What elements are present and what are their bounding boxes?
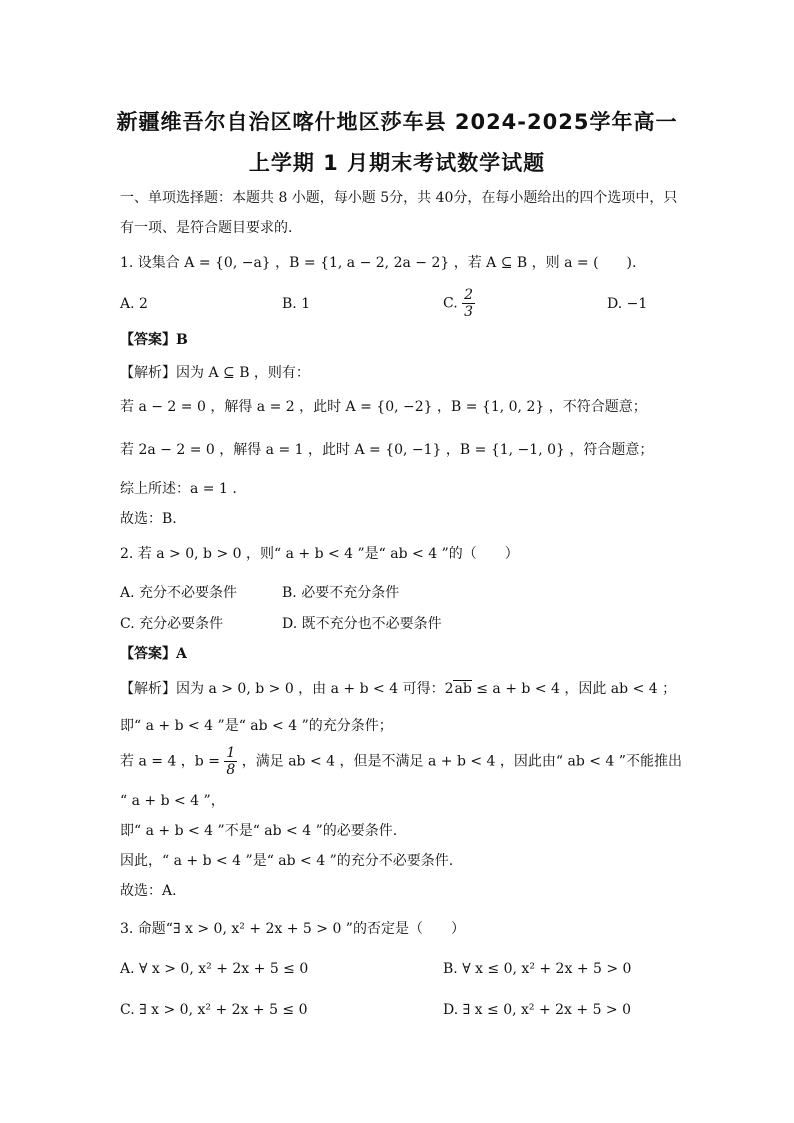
q1-option-c-numerator: 2: [464, 287, 474, 303]
q2-analysis-line2: 即“ a + b < 4 ”是“ ab < 4 ”的充分条件；: [120, 718, 393, 734]
q2-stem: 2. 若 a > 0, b > 0 ，则“ a + b < 4 ”是“ ab < 4 ”的（ ）: [120, 546, 519, 562]
q2-analysis-line4: “ a + b < 4 ”，: [120, 793, 225, 809]
q2-analysis-line1: [120, 680, 676, 698]
q1-analysis-line2: 若 a − 2 = 0 ，解得 a = 2 ，此时 A = {0, −2} ，B = {1, 0, 2} ，不符合题意；: [120, 399, 647, 415]
fraction-denominator: 8: [226, 762, 236, 778]
q3-option-a: A. ∀ x > 0, x² + 2x + 5 ≤ 0: [120, 961, 309, 977]
q2-analysis-line5: 即“ a + b < 4 ”不是“ ab < 4 ”的必要条件.: [120, 823, 398, 839]
q3-option-d: D. ∃ x ≤ 0, x² + 2x + 5 > 0: [443, 1002, 632, 1018]
q3-option-c: C. ∃ x > 0, x² + 2x + 5 ≤ 0: [120, 1002, 308, 1018]
q1-analysis-line3: 若 2a − 2 = 0 ，解得 a = 1 ，此时 A = {0, −1} ，B = {1, −1, 0} ，符合题意；: [120, 442, 654, 458]
q2-analysis-line3-part-a: 若 a = 4 ，b =: [120, 753, 220, 770]
q2-analysis-line1-part-a: 【解析】因为 a > 0, b > 0 ，由 a + b < 4 可得：2: [120, 681, 454, 697]
q1-analysis-line4: 综上所述：a = 1 .: [120, 481, 237, 497]
q3-option-b: B. ∀ x ≤ 0, x² + 2x + 5 > 0: [443, 961, 632, 977]
q3-stem: 3. 命题“∃ x > 0, x² + 2x + 5 > 0 ”的否定是（ ）: [120, 921, 465, 937]
q1-option-b: B. 1: [282, 296, 311, 312]
q2-analysis-line3-part-b: ，满足 ab < 4 ，但是不满足 a + b < 4 ，因此由“ ab < 4 ”不能推出: [241, 753, 682, 770]
q1-option-c-fraction: [462, 287, 475, 320]
q1-option-d: D. −1: [607, 296, 648, 312]
sqrt-ab: ab: [454, 681, 472, 697]
q2-analysis-line7: 故选：A.: [120, 883, 177, 899]
section-header: 一、单项选择题：本题共 8 小题，每小题 5分，共 40分，在每小题给出的四个选项中，只有一项、是符合题目要求的.: [120, 190, 678, 236]
q2-option-c: C. 充分必要条件: [120, 616, 224, 632]
q1-analysis-line5: 故选：B.: [120, 511, 177, 527]
q2-analysis-line6: 因此，“ a + b < 4 ”是“ ab < 4 ”的充分不必要条件.: [120, 853, 454, 869]
q2-option-d: D. 既不充分也不必要条件: [282, 616, 442, 632]
exam-title-line1: 新疆维吾尔自治区喀什地区莎车县 2024-2025学年高一: [116, 110, 678, 134]
q1-option-a: A. 2: [120, 296, 148, 312]
q2-analysis-line3: [120, 745, 682, 778]
q1-stem: 1. 设集合 A = {0, −a} ，B = {1, a − 2, 2a − 2} ，若 A ⊆ B ，则 a = ( ).: [120, 255, 637, 271]
q1-option-c-denominator: 3: [464, 304, 474, 320]
q2-option-a: A. 充分不必要条件: [120, 585, 238, 601]
q1-answer: 【答案】B: [120, 332, 188, 348]
fraction-one-eighth: [224, 745, 237, 778]
q2-answer: 【答案】A: [120, 646, 187, 662]
q1-option-c: [443, 287, 475, 320]
q2-analysis-line1-part-b: ≤ a + b < 4 ，因此 ab < 4 ；: [471, 681, 677, 697]
exam-title-line2: 上学期 1 月期末考试数学试题: [248, 151, 546, 175]
fraction-numerator: 1: [226, 745, 236, 761]
q2-option-b: B. 必要不充分条件: [282, 585, 400, 601]
q1-option-c-label: C.: [443, 295, 458, 312]
q1-analysis-line1: 【解析】因为 A ⊆ B ，则有：: [120, 365, 310, 381]
